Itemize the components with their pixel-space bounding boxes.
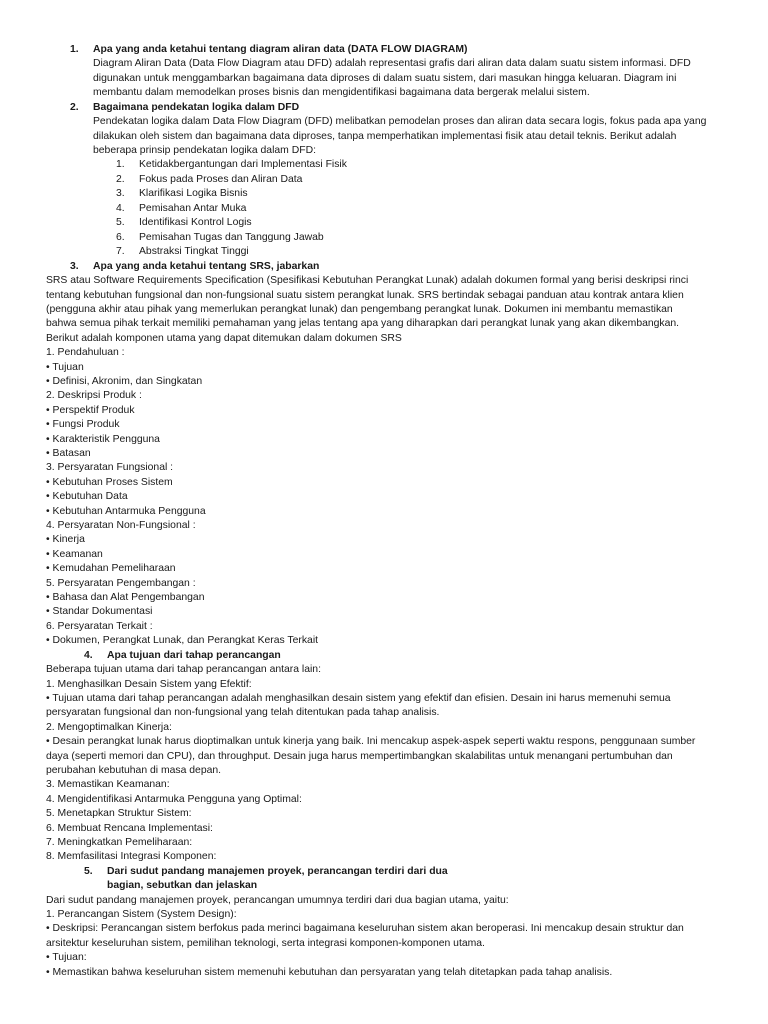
q5-line: • Tujuan: [46,952,87,963]
q3-line: • Kebutuhan Data [46,491,128,502]
q2-list-item: Klarifikasi Logika Bisnis [139,188,248,199]
q1-paragraph-line: Diagram Aliran Data (Data Flow Diagram atau DFD) adalah representasi grafis dari aliran data dalam suatu sistem informasi. DFD [93,58,691,69]
q3-line: • Keamanan [46,549,103,560]
q3-line: • Karakteristik Pengguna [46,434,160,445]
q3-line: • Kinerja [46,534,85,545]
q3-line: 1. Pendahuluan : [46,347,125,358]
q3-line: • Kebutuhan Antarmuka Pengguna [46,506,206,517]
q4-line: 4. Mengidentifikasi Antarmuka Pengguna yang Optimal: [46,794,302,805]
q4-line: 8. Memfasilitasi Integrasi Komponen: [46,851,217,862]
q2-paragraph-line: Pendekatan logika dalam Data Flow Diagram (DFD) melibatkan pemodelan proses dan aliran data secara logis, fokus pada apa yang [93,116,707,127]
q2-list-number: 4. [116,203,125,214]
q1-paragraph-line: membantu dalam memodelkan proses bisnis dan mengidentifikasi bagaimana data bergerak melalui sistem. [93,87,590,98]
q4-line: 5. Menetapkan Struktur Sistem: [46,808,192,819]
q4-line: Beberapa tujuan utama dari tahap perancangan antara lain: [46,664,321,675]
q4-line: 6. Membuat Rencana Implementasi: [46,823,213,834]
q3-line: • Dokumen, Perangkat Lunak, dan Perangkat Keras Terkait [46,635,319,646]
q3-heading: Apa yang anda ketahui tentang SRS, jabarkan [93,261,320,272]
q3-line: 4. Persyaratan Non-Fungsional : [46,520,196,531]
q3-line: • Perspektif Produk [46,405,135,416]
q4-line: daya (seperti memori dan CPU), dan throughput. Desain juga harus mempertimbangkan skalabilitas untuk menangani pertumbuhan dan [46,751,673,762]
q3-number: 3. [70,261,79,272]
q2-paragraph-line: beberapa prinsip pendekatan logika dalam DFD: [93,145,316,156]
q5-line: • Deskripsi: Perancangan sistem berfokus pada merinci bagaimana keseluruhan sistem akan beroperasi. Ini mencakup desain struktur dan [46,923,684,934]
q3-line: • Standar Dokumentasi [46,606,153,617]
q3-line: • Definisi, Akronim, dan Singkatan [46,376,203,387]
q2-list-item: Pemisahan Antar Muka [139,203,247,214]
q3-line: 2. Deskripsi Produk : [46,390,142,401]
q3-line: • Fungsi Produk [46,419,120,430]
q3-line: bahwa semua pihak terkait memiliki pemahaman yang jelas tentang apa yang diharapkan dari perangkat lunak yang akan dikembangkan. [46,318,680,329]
q2-list-item: Abstraksi Tingkat Tinggi [139,246,249,257]
q3-line: • Kemudahan Pemeliharaan [46,563,176,574]
q2-list-number: 3. [116,188,125,199]
q5-heading: Dari sudut pandang manajemen proyek, perancangan terdiri dari dua [107,866,448,877]
q4-line: perubahan kebutuhan di masa depan. [46,765,222,776]
q5-heading-cont: bagian, sebutkan dan jelaskan [107,880,258,891]
q5-line: 1. Perancangan Sistem (System Design): [46,909,237,920]
q5-line: arsitektur keseluruhan sistem, pemilihan teknologi, serta integrasi komponen-komponen utama. [46,938,485,949]
q2-heading: Bagaimana pendekatan logika dalam DFD [93,102,300,113]
q2-list-item: Ketidakbergantungan dari Implementasi Fisik [139,159,347,170]
q3-line: 6. Persyaratan Terkait : [46,621,153,632]
q4-line: persyaratan fungsional dan non-fungsional yang telah ditentukan pada tahap analisis. [46,707,440,718]
q2-list-number: 5. [116,217,125,228]
q3-line: • Kebutuhan Proses Sistem [46,477,173,488]
q3-line: tentang kebutuhan fungsional dan non-fungsional suatu sistem perangkat lunak. SRS bertindak sebagai panduan atau kontrak antara klien [46,290,684,301]
q2-list-item: Pemisahan Tugas dan Tanggung Jawab [139,232,324,243]
q2-paragraph-line: dilakukan oleh sistem dan bagaimana data diproses, tanpa memperhatikan implementasi fisik atau detail teknis. Berikut adalah [93,131,677,142]
q3-line: (pengguna akhir atau pihak yang memerlukan perangkat lunak) dan pengembang perangkat lunak. Dokumen ini membantu memastikan [46,304,673,315]
q4-line: 7. Meningkatkan Pemeliharaan: [46,837,193,848]
q4-line: 2. Mengoptimalkan Kinerja: [46,722,172,733]
q5-line: Dari sudut pandang manajemen proyek, perancangan umumnya terdiri dari dua bagian utama, yaitu: [46,895,509,906]
q2-list-number: 2. [116,174,125,185]
q2-list-item: Identifikasi Kontrol Logis [139,217,252,228]
q5-line: • Memastikan bahwa keseluruhan sistem memenuhi kebutuhan dan persyaratan yang telah ditetapkan pada tahap analisis. [46,967,613,978]
q3-line: SRS atau Software Requirements Specification (Spesifikasi Kebutuhan Perangkat Lunak) adalah dokumen formal yang berisi deskripsi rinci [46,275,689,286]
q3-line: 5. Persyaratan Pengembangan : [46,578,196,589]
q4-line: 3. Memastikan Keamanan: [46,779,170,790]
q4-number: 4. [84,650,93,661]
q5-number: 5. [84,866,93,877]
q3-line: • Tujuan [46,362,84,373]
q4-heading: Apa tujuan dari tahap perancangan [107,650,281,661]
q2-number: 2. [70,102,79,113]
q2-list-item: Fokus pada Proses dan Aliran Data [139,174,303,185]
q4-line: • Tujuan utama dari tahap perancangan adalah menghasilkan desain sistem yang efektif dan efisien. Desain ini harus memenuhi semua [46,693,671,704]
q4-line: 1. Menghasilkan Desain Sistem yang Efektif: [46,679,252,690]
q2-list-number: 6. [116,232,125,243]
q1-heading: Apa yang anda ketahui tentang diagram aliran data (DATA FLOW DIAGRAM) [93,44,468,55]
q3-line: • Batasan [46,448,91,459]
q4-line: • Desain perangkat lunak harus dioptimalkan untuk kinerja yang baik. Ini mencakup aspek-aspek seperti waktu respons, penggunaan sumber [46,736,696,747]
q2-list-number: 1. [116,159,125,170]
q3-line: Berikut adalah komponen utama yang dapat ditemukan dalam dokumen SRS [46,333,402,344]
q1-paragraph-line: digunakan untuk menggambarkan bagaimana data diproses di dalam suatu sistem, dari masukan hingga keluaran. Diagram ini [93,73,677,84]
q2-list-number: 7. [116,246,125,257]
q1-number: 1. [70,44,79,55]
q3-line: 3. Persyaratan Fungsional : [46,462,174,473]
q3-line: • Bahasa dan Alat Pengembangan [46,592,205,603]
